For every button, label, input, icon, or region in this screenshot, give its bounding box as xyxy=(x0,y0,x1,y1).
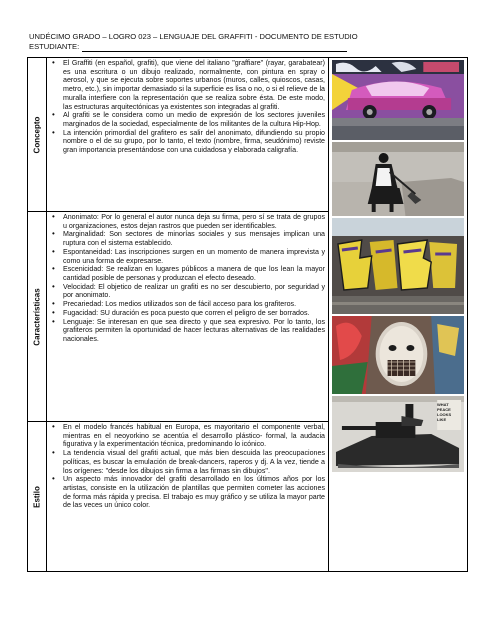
bullet-item xyxy=(49,248,325,265)
bullet-text: Anonimato: Por lo general el autor nunca deja su firma, pero sí se trata de grupos u organizaciones, estos dejan rastros que pueden ser identificables. xyxy=(63,213,325,230)
bullet-item xyxy=(49,300,325,309)
bullets-caracteristicas xyxy=(49,213,325,344)
image-column xyxy=(329,58,468,572)
bullet-text: Espontaneidad: Las inscripciones surgen en un momento de manera imprevista y como una forma de expresarse. xyxy=(63,247,325,265)
study-table xyxy=(27,57,468,572)
student-line xyxy=(29,42,469,52)
bullet-item xyxy=(49,213,325,230)
bullet-item xyxy=(49,449,325,475)
section-label-estilo: Estilo xyxy=(32,485,42,508)
graffiti-car-image xyxy=(332,60,464,140)
bullet-item xyxy=(49,265,325,282)
document-header xyxy=(29,32,469,52)
masked-face-mural-image xyxy=(332,316,464,394)
document-title: UNDÉCIMO GRADO – LOGRO 023 – LENGUAJE DEL GRAFFITI - DOCUMENTO DE ESTUDIO xyxy=(29,32,358,41)
bullet-item xyxy=(49,59,325,111)
bullets-concepto xyxy=(49,59,325,155)
bullet-item xyxy=(49,129,325,155)
text-cell-concepto xyxy=(47,58,329,212)
graffiti-car-photo xyxy=(332,60,464,140)
bullet-text: La intención primordial del grafitero es salir del anonimato, difundiendo su propio nombre o el de su grupo, por lo tanto, el texto (nombre, firma, seudónimo) reviste gran importancia presentándose con una cuidadosa y elaborada caligrafía. xyxy=(63,128,325,155)
bullet-item xyxy=(49,230,325,247)
bullet-item xyxy=(49,475,325,510)
student-name-blank[interactable] xyxy=(82,44,347,52)
student-label: ESTUDIANTE: xyxy=(29,42,80,51)
stencil-maid-photo xyxy=(332,142,464,216)
bullet-text: Precariedad: Los medios utilizados son de fácil acceso para los grafiteros. xyxy=(63,300,297,309)
bullet-text: Al grafiti se le considera como un medio de expresión de los sectores juveniles marginados de la sociedad, especialmente de los militantes de la cultura Hip-Hop. xyxy=(63,111,325,129)
label-cell-concepto xyxy=(28,58,47,212)
row-concepto xyxy=(28,58,468,212)
text-cell-caracteristicas xyxy=(47,212,329,422)
wildstyle-lettering-image xyxy=(332,218,464,314)
bullet-item xyxy=(49,318,325,344)
bullet-text: Escenicidad: Se realizan en lugares públicos a manera de que los lean la mayor cantidad posible de personas y produzcan el efecto deseado. xyxy=(63,265,325,283)
bullet-item xyxy=(49,111,325,128)
bullet-text: Velocidad: El objetico de realizar un grafiti es no ser descubierto, por seguridad y por anonimato. xyxy=(63,282,325,300)
stencil-maid-image xyxy=(332,142,464,216)
stencil-tank-photo xyxy=(332,396,464,472)
bullet-text: Un aspecto más innovador del grafiti desarrollado en los últimos años por los artistas, consiste en la utilización de plantillas que permiten cometer las acciones de forma más rápida y precisa. El trabajo es muy gráfico y se utiliza la mayor parte de las veces un único color. xyxy=(63,475,325,510)
bullet-text: Lenguaje: Se interesan en que sea directo y que sea expresivo. Por lo tanto, los grafiteros permiten la oportunidad de hacer lecturas alternativas de las realidades nacionales. xyxy=(63,317,325,344)
bullets-estilo xyxy=(49,423,325,510)
section-label-caracteristicas: Características xyxy=(32,287,42,346)
bullet-item xyxy=(49,283,325,300)
text-cell-estilo xyxy=(47,422,329,572)
bullet-item xyxy=(49,423,325,449)
bullet-text: Fugacidad: SU duración es poca puesto que corren el peligro de ser borrados. xyxy=(63,308,310,317)
wildstyle-lettering-photo xyxy=(332,218,464,314)
bullet-text: El Graffiti (en español, grafiti), que viene del italiano "graffiare" (rayar, garabatear) es una escritura o un dibujo realizado, normalmente, con pintura en spray o aerosol, y que se ejecuta sobre soportes urbanos (muros, calles, quioscos, casas, metro, etc.), sin importar demasiado si la superficie es lisa o no, o si el relieve de la muralla interfiere con la representación que se realiza sobre ésta. De este modo, las estructuras arquitectónicas ya existentes son integradas al grafiti. xyxy=(63,59,325,111)
bullet-text: Marginalidad: Son sectores de minorías sociales y sus mensajes implican una ruptura con el sistema establecido. xyxy=(63,230,325,248)
bullet-text: La tendencia visual del grafiti actual, que más bien descuida las preocupaciones políticas, es buscar la emulación de break-dancers, raperos y dj. A la vez, tiende a los orígenes: "desde los dibujos sin firma a las firmas sin dibujos". xyxy=(63,449,325,475)
label-cell-estilo xyxy=(28,422,47,572)
masked-face-mural-photo xyxy=(332,316,464,394)
bullet-item xyxy=(49,309,325,318)
label-cell-caracteristicas xyxy=(28,212,47,422)
bullet-text: En el modelo francés habitual en Europa, es mayoritario el componente verbal, mientras en el neoyorkino se acentúa el desarrollo plástico- formal, la audacia figurativa y la experimentación técnica, predominando lo icónico. xyxy=(63,423,325,449)
stencil-caption: WHAT PEACE LOOKS LIKE xyxy=(437,402,452,422)
section-label-concepto: Concepto xyxy=(32,116,42,153)
